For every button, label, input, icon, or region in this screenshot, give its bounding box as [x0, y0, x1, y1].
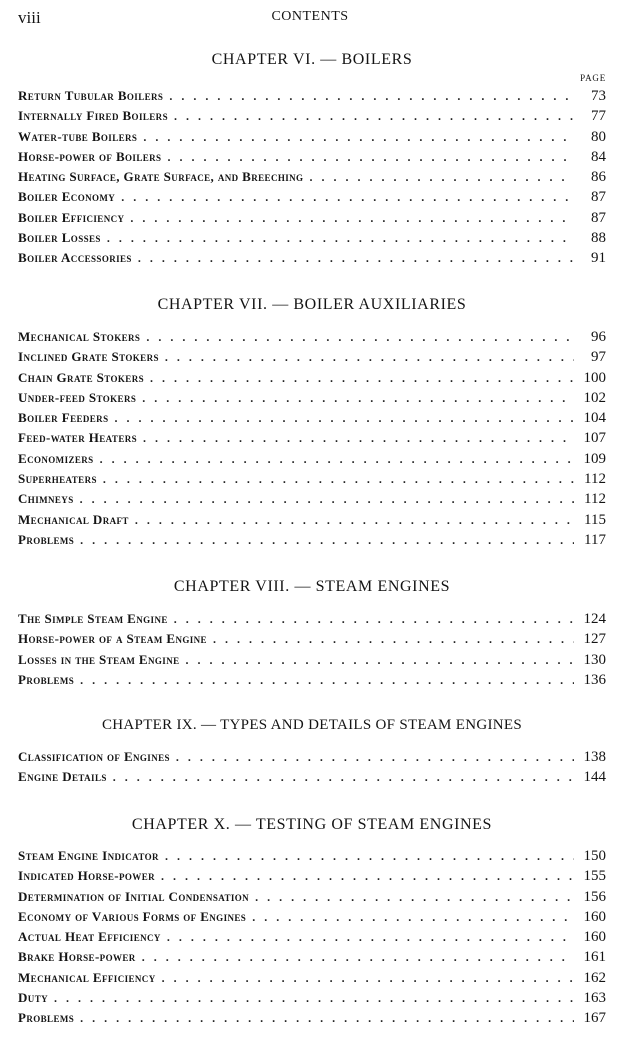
dot-leader: [161, 866, 574, 886]
entry-page-number: 155: [583, 868, 606, 885]
chapter-title: CHAPTER VII. — BOILER AUXILIARIES: [157, 296, 467, 313]
entry-page-number: 87: [591, 189, 606, 206]
dot-leader: [146, 327, 574, 347]
toc-entry[interactable]: [18, 127, 606, 147]
toc-entry[interactable]: [18, 947, 606, 967]
entry-title: Water-tube Boilers: [18, 128, 138, 144]
toc-entry[interactable]: [18, 927, 606, 947]
entry-page-number: 138: [583, 749, 606, 765]
page-column-label: PAGE: [580, 73, 606, 83]
dot-leader: [176, 747, 574, 767]
toc-entry[interactable]: [18, 747, 606, 767]
entry-page-number: 73: [591, 88, 606, 104]
entry-page-number: 80: [591, 128, 606, 145]
entry-title: Horse-power of a Steam Engine: [18, 631, 207, 647]
entry-page-number: 124: [583, 611, 606, 627]
chapter-entries: [18, 86, 606, 269]
dot-leader: [167, 927, 574, 947]
entry-title: Problems: [18, 671, 75, 687]
entry-title: Heating Surface, Grate Surface, and Breeching: [18, 169, 304, 185]
dot-leader: [100, 449, 574, 469]
dot-leader: [255, 887, 574, 907]
entry-page-number: 88: [591, 230, 606, 247]
entry-title: Feed-water Heaters: [18, 430, 138, 446]
dot-leader: [165, 846, 574, 866]
toc-entry[interactable]: [18, 167, 606, 187]
dot-leader: [54, 988, 574, 1008]
entry-title: Losses in the Steam Engine: [18, 651, 180, 667]
entry-title: Chimneys: [18, 491, 74, 507]
toc-entry[interactable]: [18, 428, 606, 448]
toc-entry[interactable]: [18, 347, 606, 367]
entry-title: Superheaters: [18, 471, 97, 487]
toc-entry[interactable]: [18, 187, 606, 207]
dot-leader: [143, 127, 574, 147]
entry-page-number: 107: [583, 430, 606, 447]
dot-leader: [143, 428, 574, 448]
chapter-entries: [18, 747, 606, 788]
entry-page-number: 163: [583, 990, 606, 1007]
entry-page-number: 86: [591, 169, 606, 186]
toc-entry[interactable]: [18, 510, 606, 530]
chapter-ix: [18, 715, 606, 788]
entry-page-number: 91: [591, 250, 606, 267]
toc-entry[interactable]: [18, 147, 606, 167]
entry-page-number: 102: [583, 389, 606, 406]
entry-title: Indicated Horse-power: [18, 868, 155, 884]
entry-page-number: 127: [583, 631, 606, 648]
dot-leader: [138, 248, 574, 268]
dot-leader: [142, 388, 574, 408]
chapter-entries: [18, 609, 606, 690]
running-title: CONTENTS: [271, 9, 349, 24]
toc-entry[interactable]: [18, 208, 606, 228]
chapter-vii: [18, 295, 606, 550]
entry-page-number: 161: [583, 949, 606, 966]
toc-entry[interactable]: [18, 86, 606, 106]
entry-title: Horse-power of Boilers: [18, 148, 162, 164]
dot-leader: [162, 968, 574, 988]
dot-leader: [252, 907, 574, 927]
entry-page-number: 162: [583, 969, 606, 986]
entry-title: Boiler Economy: [18, 189, 116, 205]
entry-title: Economy of Various Forms of Engines: [18, 908, 247, 924]
toc-entry[interactable]: [18, 609, 606, 629]
entry-title: Boiler Losses: [18, 230, 101, 246]
dot-leader: [113, 767, 574, 787]
dot-leader: [114, 408, 574, 428]
dot-leader: [174, 609, 574, 629]
toc-entry[interactable]: [18, 449, 606, 469]
toc-entry[interactable]: [18, 846, 606, 866]
toc-entry[interactable]: [18, 327, 606, 347]
toc-entry[interactable]: [18, 489, 606, 509]
dot-leader: [169, 86, 574, 106]
entry-page-number: 117: [584, 531, 606, 548]
dot-leader: [174, 106, 574, 126]
entry-title: Determination of Initial Condensation: [18, 888, 250, 904]
entry-title: Chain Grate Stokers: [18, 369, 145, 385]
entry-page-number: 100: [583, 369, 606, 386]
entry-title: Classification of Engines: [18, 749, 170, 764]
entry-title: Steam Engine Indicator: [18, 848, 159, 863]
entry-title: Actual Heat Efficiency: [18, 929, 161, 945]
dot-leader: [150, 368, 574, 388]
chapter-title: CHAPTER IX. — TYPES AND DETAILS OF STEAM ENGINES: [101, 717, 523, 733]
entry-page-number: 136: [583, 671, 606, 688]
toc-entry[interactable]: [18, 408, 606, 428]
entry-page-number: 96: [591, 329, 606, 345]
toc-entry[interactable]: [18, 988, 606, 1008]
toc-entry[interactable]: [18, 650, 606, 670]
entry-page-number: 77: [591, 108, 606, 125]
toc-entry[interactable]: [18, 1008, 606, 1028]
entry-title: Problems: [18, 1010, 75, 1026]
toc-entry[interactable]: [18, 767, 606, 787]
chapter-vi: [18, 50, 606, 269]
dot-leader: [142, 947, 574, 967]
chapter-entries: [18, 846, 606, 1029]
dot-leader: [80, 489, 574, 509]
entry-title: Return Tubular Boilers: [18, 88, 164, 103]
entry-title: Boiler Efficiency: [18, 209, 125, 225]
dot-leader: [121, 187, 574, 207]
entry-page-number: 167: [583, 1010, 606, 1027]
entry-page-number: 97: [591, 349, 606, 366]
dot-leader: [130, 208, 574, 228]
chapter-viii: [18, 577, 606, 690]
entry-page-number: 112: [584, 471, 606, 488]
entry-title: Duty: [18, 990, 48, 1006]
entry-page-number: 160: [583, 929, 606, 946]
toc-entry[interactable]: [18, 388, 606, 408]
entry-title: Economizers: [18, 450, 94, 466]
entry-title: Inclined Grate Stokers: [18, 349, 159, 365]
entry-title: Under-feed Stokers: [18, 389, 137, 405]
toc-entry[interactable]: [18, 248, 606, 268]
running-head: [18, 8, 602, 28]
toc-entry[interactable]: [18, 887, 606, 907]
entry-page-number: 150: [583, 848, 606, 864]
entry-title: Mechanical Draft: [18, 511, 129, 527]
entry-page-number: 84: [591, 148, 606, 165]
toc-entry[interactable]: [18, 907, 606, 927]
entry-page-number: 156: [583, 888, 606, 905]
entry-page-number: 130: [583, 651, 606, 668]
entry-title: Mechanical Stokers: [18, 329, 141, 344]
toc-entry[interactable]: [18, 228, 606, 248]
dot-leader: [186, 650, 574, 670]
entry-page-number: 160: [583, 908, 606, 925]
dot-leader: [80, 530, 574, 550]
dot-leader: [213, 629, 574, 649]
entry-title: Boiler Feeders: [18, 410, 109, 426]
entry-page-number: 104: [583, 410, 606, 427]
toc-entry[interactable]: [18, 368, 606, 388]
entry-title: Boiler Accessories: [18, 250, 132, 266]
entry-title: The Simple Steam Engine: [18, 611, 168, 626]
dot-leader: [167, 147, 574, 167]
dot-leader: [135, 510, 574, 530]
chapter-x: [18, 815, 606, 1029]
chapter-title: CHAPTER VIII. — STEAM ENGINES: [173, 578, 451, 595]
toc-entry[interactable]: [18, 629, 606, 649]
toc-entry[interactable]: [18, 670, 606, 690]
entry-title: Engine Details: [18, 769, 107, 785]
entry-page-number: 115: [584, 511, 606, 528]
toc-entry[interactable]: [18, 530, 606, 550]
dot-leader: [80, 1008, 574, 1028]
entry-page-number: 109: [583, 450, 606, 467]
chapter-entries: [18, 327, 606, 550]
entry-title: Internally Fired Boilers: [18, 108, 168, 124]
dot-leader: [165, 347, 574, 367]
dot-leader: [107, 228, 574, 248]
entry-page-number: 87: [591, 209, 606, 226]
entry-page-number: 144: [583, 769, 606, 786]
toc-entry[interactable]: [18, 968, 606, 988]
dot-leader: [80, 670, 574, 690]
entry-title: Problems: [18, 531, 75, 547]
chapter-title: CHAPTER VI. — BOILERS: [211, 51, 413, 68]
page-folio: viii: [18, 8, 41, 27]
entry-title: Mechanical Efficiency: [18, 969, 156, 985]
chapter-title: CHAPTER X. — TESTING OF STEAM ENGINES: [131, 816, 493, 833]
entry-title: Brake Horse-power: [18, 949, 136, 965]
dot-leader: [103, 469, 574, 489]
toc-entry[interactable]: [18, 106, 606, 126]
entry-page-number: 112: [584, 491, 606, 508]
dot-leader: [309, 167, 574, 187]
toc-entry[interactable]: [18, 866, 606, 886]
toc-entry[interactable]: [18, 469, 606, 489]
